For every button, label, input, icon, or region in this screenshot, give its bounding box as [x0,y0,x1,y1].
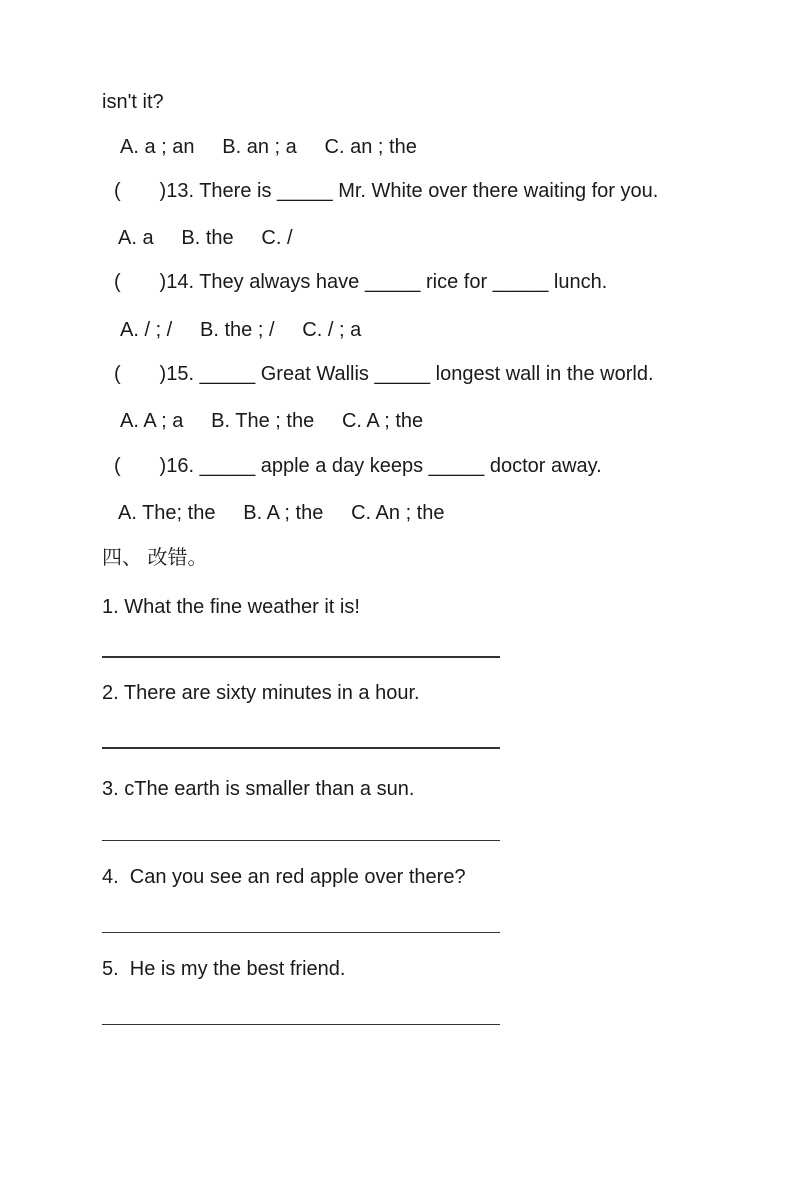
question-12-continuation: isn't it? [102,91,164,113]
correction-item-3: 3. cThe earth is smaller than a sun. [102,778,415,800]
correction-item-5: 5. He is my the best friend. [102,958,346,980]
question-13-options: A. a B. the C. / [118,227,293,249]
correction-item-2: 2. There are sixty minutes in a hour. [102,682,420,704]
question-15: ( )15. _____ Great Wallis _____ longest wall in the world. [114,363,654,385]
answer-line-1 [102,656,500,658]
question-13: ( )13. There is _____ Mr. White over there waiting for you. [114,180,659,202]
correction-item-4: 4. Can you see an red apple over there? [102,866,466,888]
answer-line-2 [102,747,500,749]
correction-item-1: 1. What the fine weather it is! [102,596,360,618]
question-12-options: A. a ; an B. an ; a C. an ; the [120,136,417,158]
section-heading: 四、 改错。 [102,547,208,569]
answer-line-5 [102,1024,500,1025]
question-15-options: A. A ; a B. The ; the C. A ; the [120,410,424,432]
answer-line-3 [102,840,500,841]
question-16-options: A. The; the B. A ; the C. An ; the [118,502,445,524]
question-16: ( )16. _____ apple a day keeps _____ doctor away. [114,455,602,477]
question-14: ( )14. They always have _____ rice for _____ lunch. [114,271,608,293]
question-14-options: A. / ; / B. the ; / C. / ; a [120,319,362,341]
answer-line-4 [102,932,500,933]
